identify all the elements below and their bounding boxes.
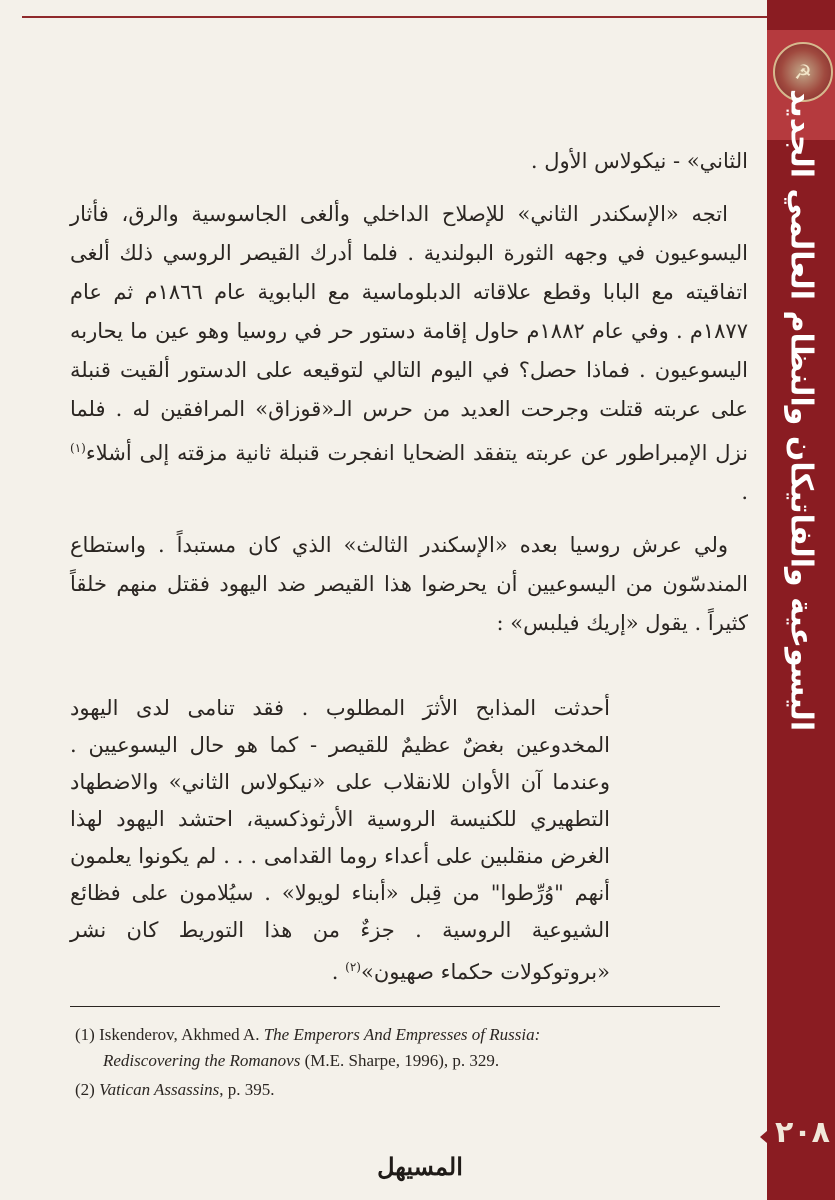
footnote-2-title: Vatican Assassins	[99, 1080, 220, 1099]
footnote-2-number: (2)	[75, 1080, 100, 1099]
footnote-1	[75, 1022, 755, 1074]
chapter-sidebar	[767, 0, 835, 1200]
paragraph-alexander-iii: ولي عرش روسيا بعده «الإسكندر الثالث» الذي كان مستبداً . واستطاع المندسّون من اليسوعيين أن يحرضوا هذا القيصر ضد اليهود فقتل منهم خلقاً كثيراً . يقول «إريك فيلبس» :	[70, 533, 748, 635]
footnote-1-title-a: The Emperors And Empresses of Russia:	[263, 1025, 541, 1044]
hammer-sickle-emblem-icon: ☭	[773, 42, 833, 102]
footnote-divider	[70, 1006, 720, 1007]
footnote-1-line2	[75, 1051, 499, 1070]
block-quote	[70, 690, 610, 991]
paragraph-end: .	[741, 480, 748, 504]
publisher-logo: المسيهل	[377, 1152, 463, 1181]
footnote-1-title-b: Rediscovering the Romanovs	[103, 1051, 301, 1070]
paragraph-continuation: الثاني» - نيكولاس الأول .	[530, 149, 748, 173]
quote-paragraph	[70, 690, 610, 991]
paragraph-alexander-ii	[70, 195, 748, 512]
top-rule	[22, 16, 767, 18]
footnote-2-page: , p. 395.	[219, 1080, 275, 1099]
footnote-ref-1[interactable]: (١)	[70, 441, 86, 455]
paragraph-text: اتجه «الإسكندر الثاني» للإصلاح الداخلي وألغى الجاسوسية والرق، فأثار اليسوعيون في وجهه الثورة البولندية . فلما أدرك القيصر الروسي ذلك ألغى اتفاقيته مع البابا وقطع علاقاته الدبلوماسية مع البابوية عام ١٨٦٦م ثم عام ١٨٧٧م . وفي عام ١٨٨٢م حاول إقامة دستور حر في روسيا وهو عين ما يحاربه اليسوعيون . فماذا حصل؟ في اليوم التالي لتوقيعه على الدستور ألقيت قنبلة على عربته قتلت وجرحت العديد من حرس الـ«قوزاق» المرافقين له . فلما نزل الإمبراطور عن عربته يتفقد الضحايا انفجرت قنبلة ثانية مزقته إلى أشلاء	[70, 202, 748, 465]
footnote-ref-2[interactable]: (٢)	[345, 960, 361, 974]
running-title-text: اليسوعية والفاتيكان والنظام العالمي الجديد	[783, 88, 819, 732]
footnotes	[75, 1022, 755, 1106]
running-title	[773, 88, 829, 732]
quote-text: أحدثت المذابح الأثرَ المطلوب . فقد تنامى لدى اليهود المخدوعين بغضٌ عظيمٌ للقيصر - كما هو حال اليسوعيين . وعندما آن الأوان للانقلاب على «نيكولاس الثاني» والاضطهاد التطهيري للكنيسة الروسية الأرثوذكسية، احتشد اليهود لهذا الغرض منقلبين على أعداء روما القدامى . . . لم يكونوا يعلمون أنهم "وُرِّطوا" من قِبل «أبناء لويولا» . سيُلامون على فظائع الشيوعية الروسية . جزءٌ من هذا التوريط كان نشر «بروتوكولات حكماء صهيون»	[70, 696, 610, 984]
footnote-1-author: Iskenderov, Akhmed A.	[99, 1025, 264, 1044]
footnote-2	[75, 1077, 755, 1103]
footnote-1-number: (1)	[75, 1025, 100, 1044]
main-text	[70, 142, 748, 657]
quote-end: .	[331, 960, 346, 984]
page-number: ٢٠٨	[775, 1115, 830, 1150]
footnote-1-publisher: (M.E. Sharpe, 1996), p. 329.	[300, 1051, 500, 1070]
